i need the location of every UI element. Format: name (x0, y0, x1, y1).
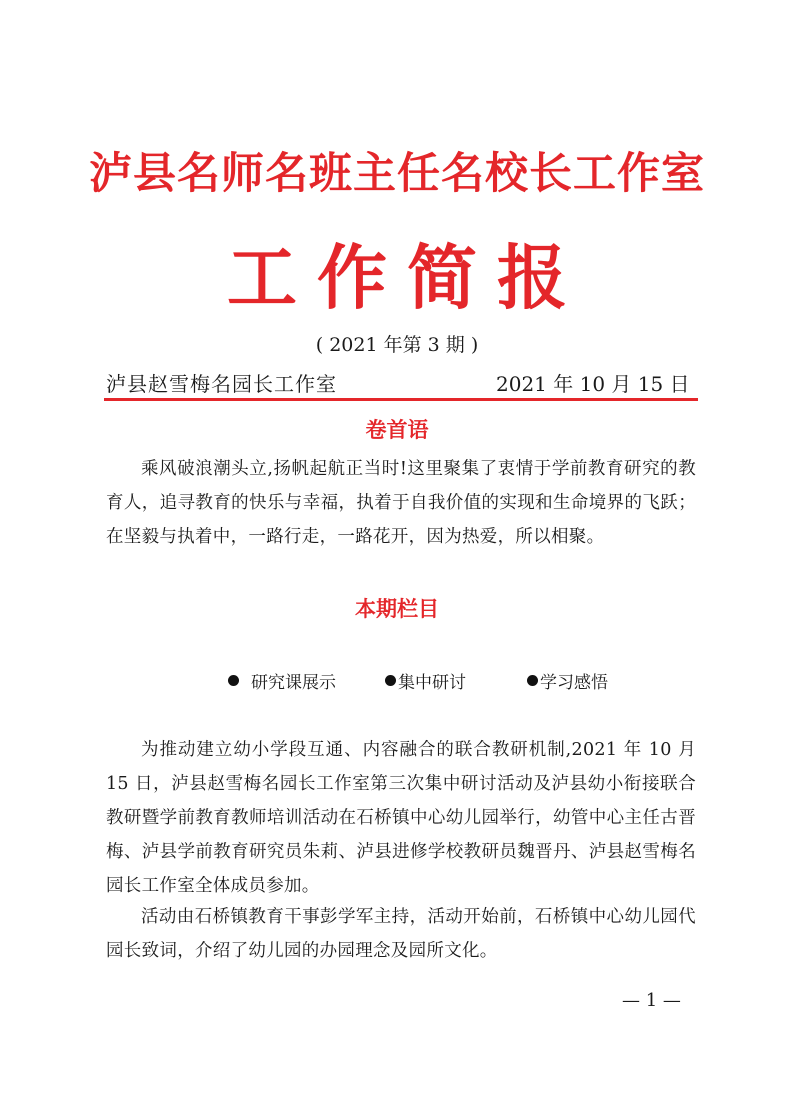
document-title: 泸县名师名班主任名校长工作室 (89, 149, 705, 199)
page-number: — 1 — (622, 990, 681, 1011)
column-item-label: 学习感悟 (540, 673, 608, 693)
bullet-dot-icon (385, 675, 396, 686)
studio-name: 泸县赵雪梅名园长工作室 (106, 372, 337, 396)
columns-heading: 本期栏目 (355, 596, 439, 621)
header-divider (104, 398, 698, 401)
bullet-dot-icon (527, 675, 538, 686)
column-item-label: 集中研讨 (398, 673, 466, 693)
column-item-research-lesson (228, 668, 336, 693)
publish-date: 2021 年 10 月 15 日 (496, 372, 690, 396)
issue-number: ( 2021 年第 3 期 ) (315, 334, 479, 356)
column-item-label: 研究课展示 (251, 673, 336, 693)
foreword-heading: 卷首语 (365, 417, 429, 442)
bullet-dot-icon (228, 675, 239, 686)
column-item-reflection (527, 668, 608, 693)
columns-list (0, 668, 794, 694)
bulletin-title: 工作简报 (227, 236, 587, 319)
body-paragraph: 活动由石桥镇教育干事彭学军主持，活动开始前，石桥镇中心幼儿园代园长致词，介绍了幼儿园的办园理念及园所文化。 (106, 907, 696, 961)
foreword-paragraph: 乘风破浪潮头立,扬帆起航正当时!这里聚集了衷情于学前教育研究的教育人，追寻教育的快乐与幸福，执着于自我价值的实现和生命境界的飞跃；在坚毅与执着中，一路行走，一路花开，因为热爱，所以相聚。 (106, 459, 696, 547)
column-item-discussion (385, 668, 466, 693)
body-paragraph: 为推动建立幼小学段互通、内容融合的联合教研机制,2021 年 10 月 15 日，泸县赵雪梅名园长工作室第三次集中研讨活动及泸县幼小衔接联合教研暨学前教育教师培训活动在石桥镇中心幼儿园举行，幼管中心主任古晋梅、泸县学前教育研究员朱莉、泸县进修学校教研员魏晋丹、泸县赵雪梅名园长工作室全体成员参加。 (106, 740, 696, 896)
